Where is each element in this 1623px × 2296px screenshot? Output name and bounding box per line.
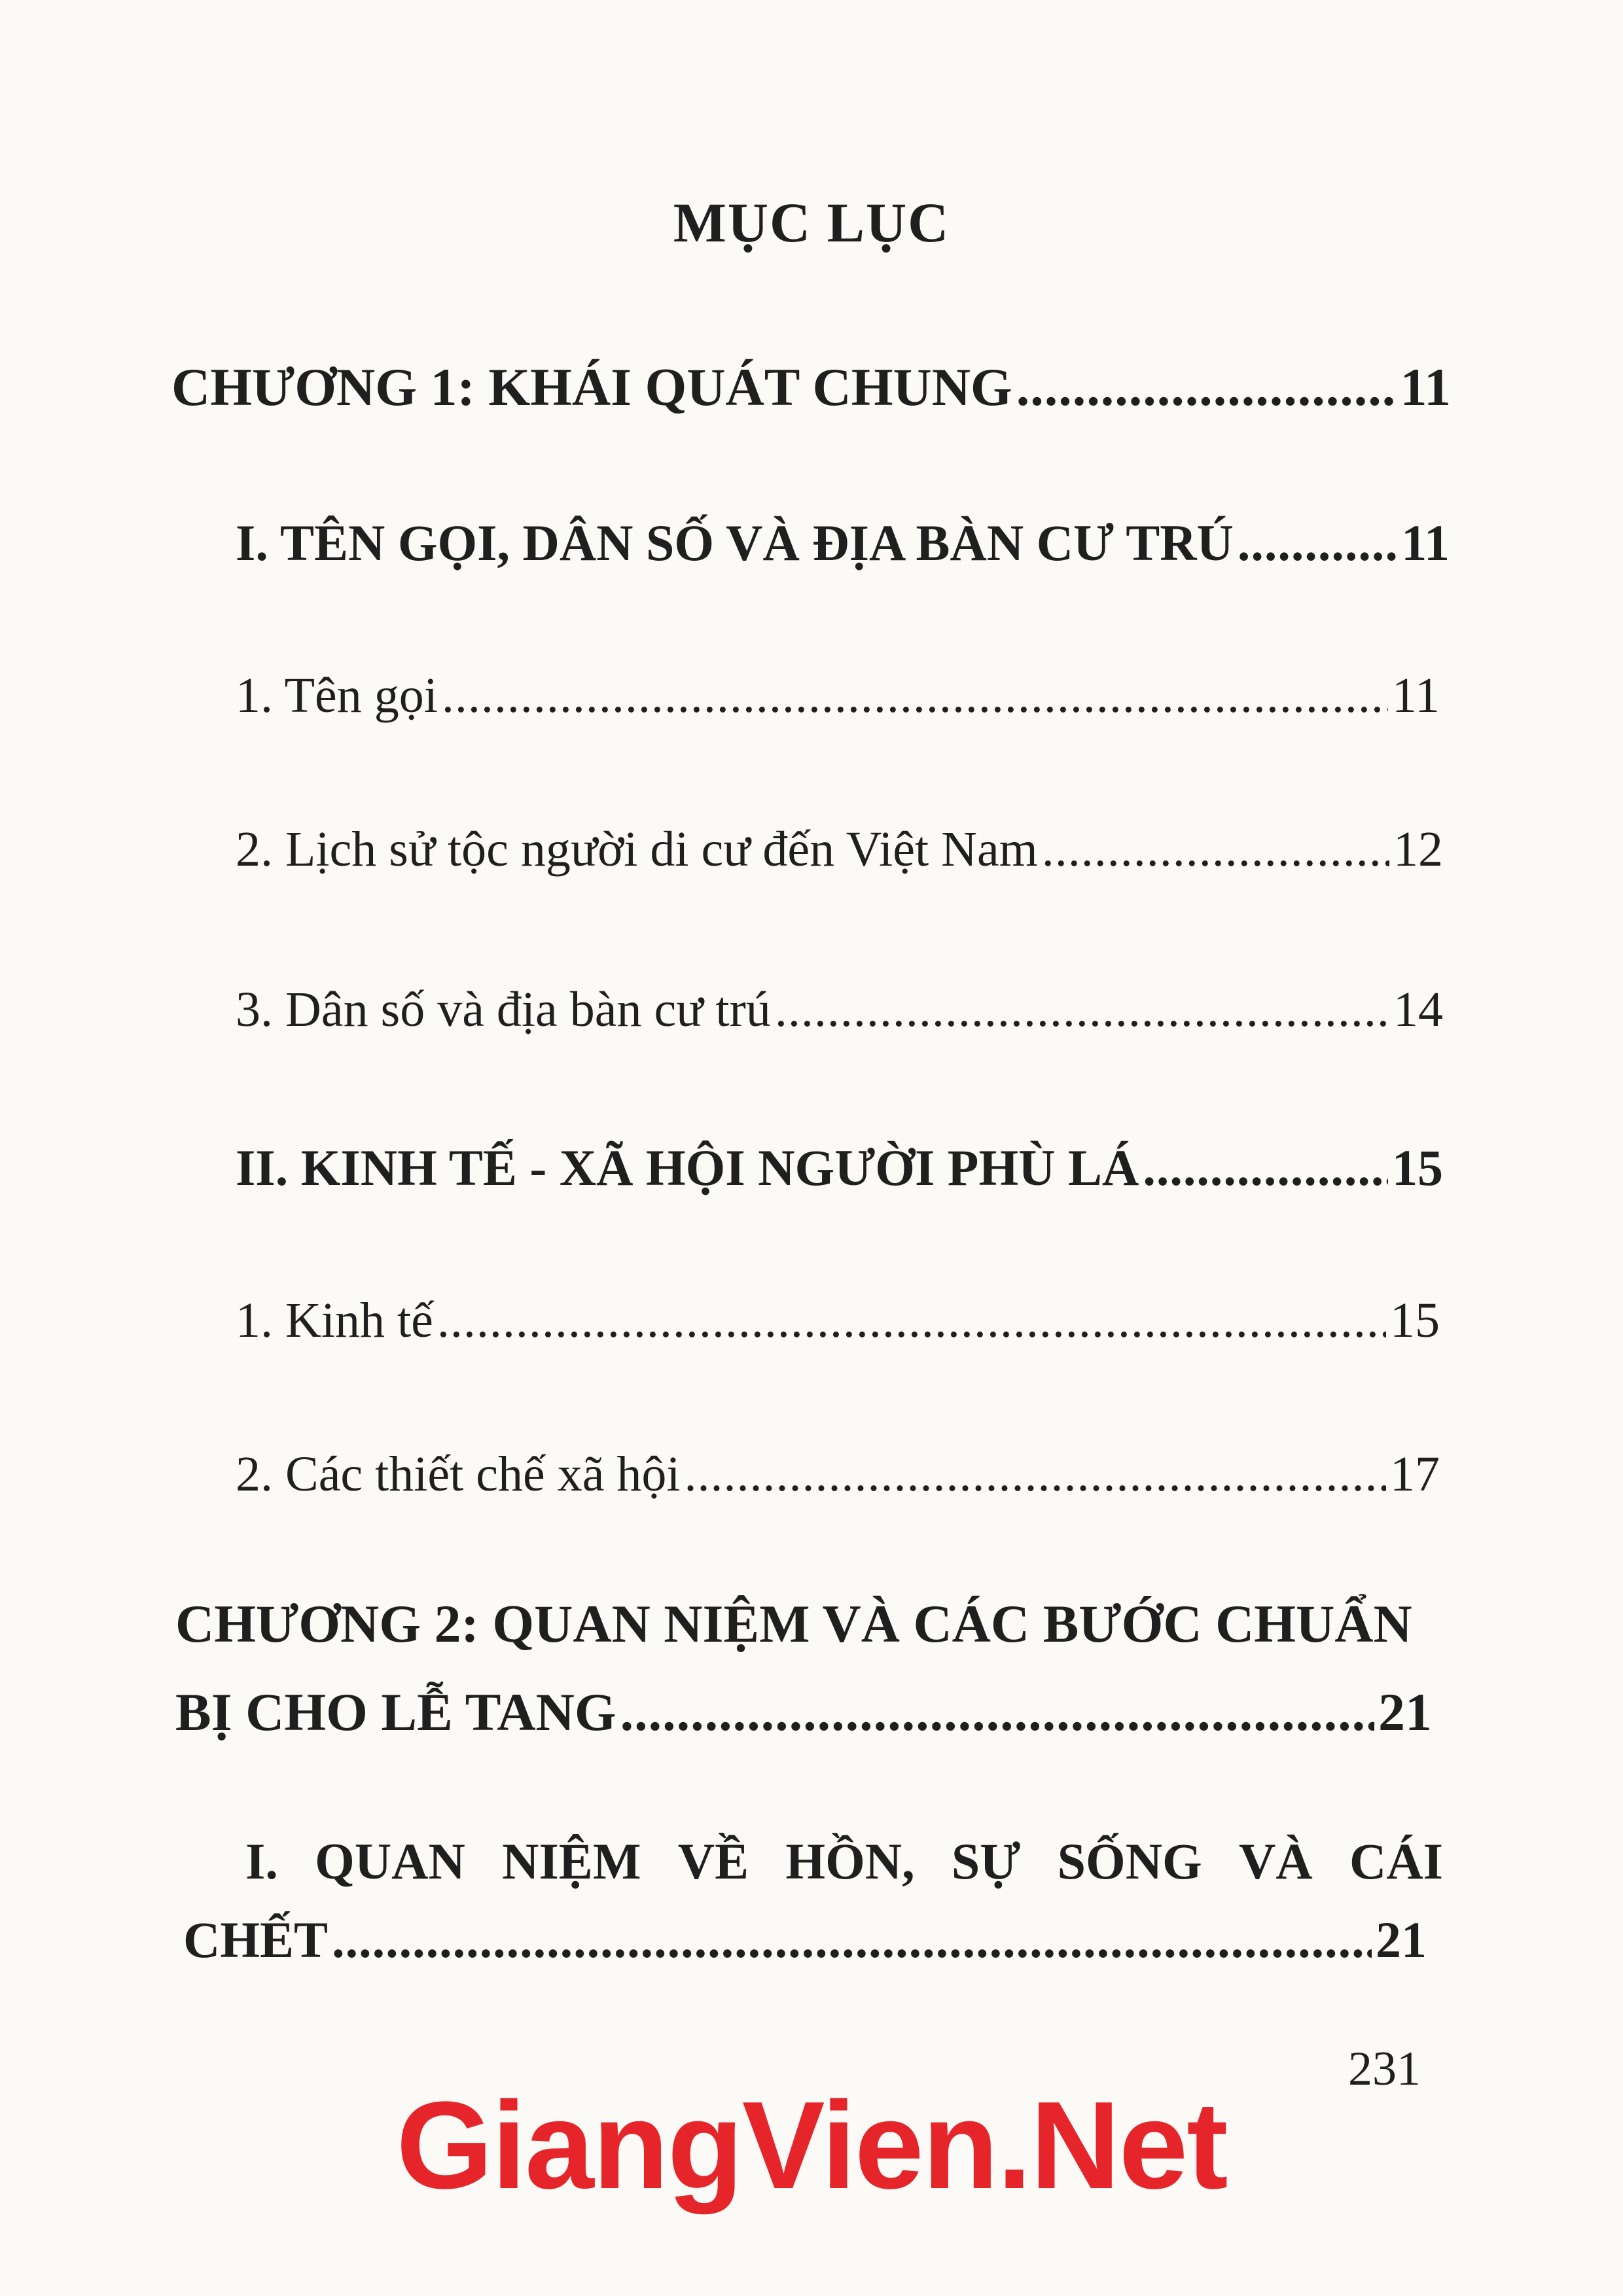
toc-entry-section-1-1[interactable] [236,667,1440,724]
toc-word: NIỆM [502,1833,641,1890]
toc-word: VỀ [677,1833,749,1890]
toc-entry-label: 2. Các thiết chế xã hội [236,1447,681,1502]
toc-leader-dots [620,1682,1374,1743]
toc-word: SỰ [951,1833,1021,1890]
toc-entry-label: 1. Tên gọi [236,668,438,723]
toc-entry-page: 17 [1390,1447,1440,1502]
toc-leader-dots [1238,514,1397,573]
toc-word: CÁI [1349,1833,1443,1890]
toc-word: HỒN, [785,1833,915,1890]
toc-entry-page: 12 [1393,822,1443,877]
toc-entry-chapter-2-line1[interactable]: CHƯƠNG 2: QUAN NIỆM VÀ CÁC BƯỚC CHUẨN [175,1594,1412,1653]
toc-leader-dots [1143,1139,1388,1197]
toc-word: SỐNG [1057,1833,1202,1890]
toc-entry-page: 15 [1390,1293,1440,1348]
toc-entry-label: II. KINH TẾ - XÃ HỘI NGƯỜI PHÙ LÁ [236,1139,1139,1196]
toc-entry-page: 21 [1376,1911,1427,1968]
toc-leader-dots [1042,821,1389,878]
toc-entry-section-2-1[interactable] [236,1292,1440,1349]
toc-word: VÀ [1239,1833,1313,1890]
toc-entry-section-1-2[interactable] [236,821,1443,878]
toc-entry-page: 14 [1393,982,1443,1037]
toc-entry-chapter-1[interactable] [171,357,1451,418]
toc-leader-dots [437,1292,1386,1349]
toc-entry-page: 15 [1392,1139,1443,1196]
toc-entry-section-3-line1[interactable] [245,1832,1443,1891]
toc-entry-label: 3. Dân số và địa bàn cư trú [236,982,771,1037]
toc-entry-section-1-3[interactable] [236,981,1443,1038]
page-title: MỤC LỤC [673,191,950,254]
toc-leader-dots [332,1911,1372,1969]
toc-entry-page: 11 [1401,514,1450,571]
toc-leader-dots [1016,357,1397,418]
toc-entry-section-2[interactable] [236,1139,1443,1197]
toc-leader-dots [442,667,1388,724]
toc-entry-page: 11 [1391,668,1440,723]
toc-leader-dots [775,981,1389,1038]
toc-entry-section-2-2[interactable] [236,1446,1440,1503]
toc-word: I. [245,1833,278,1890]
toc-leader-dots [685,1446,1386,1503]
toc-entry-label: I. TÊN GỌI, DÂN SỐ VÀ ĐỊA BÀN CƯ TRÚ [236,514,1234,571]
toc-entry-page: 11 [1400,357,1451,417]
toc-entry-page: 21 [1378,1682,1432,1742]
toc-word: QUAN [315,1833,465,1890]
toc-entry-label: CHƯƠNG 1: KHÁI QUÁT CHUNG [171,357,1012,417]
toc-entry-section-1[interactable] [236,514,1450,573]
watermark: GiangVien.Net [396,2076,1227,2215]
page-number: 231 [1348,2042,1421,2096]
toc-entry-label: BỊ CHO LỄ TANG [175,1682,616,1742]
toc-entry-label: 2. Lịch sử tộc người di cư đến Việt Nam [236,822,1038,877]
toc-entry-chapter-2[interactable] [175,1682,1432,1743]
toc-entry-section-3[interactable] [183,1911,1427,1969]
toc-entry-label: 1. Kinh tế [236,1293,433,1348]
toc-entry-label: CHẾT [183,1911,329,1968]
